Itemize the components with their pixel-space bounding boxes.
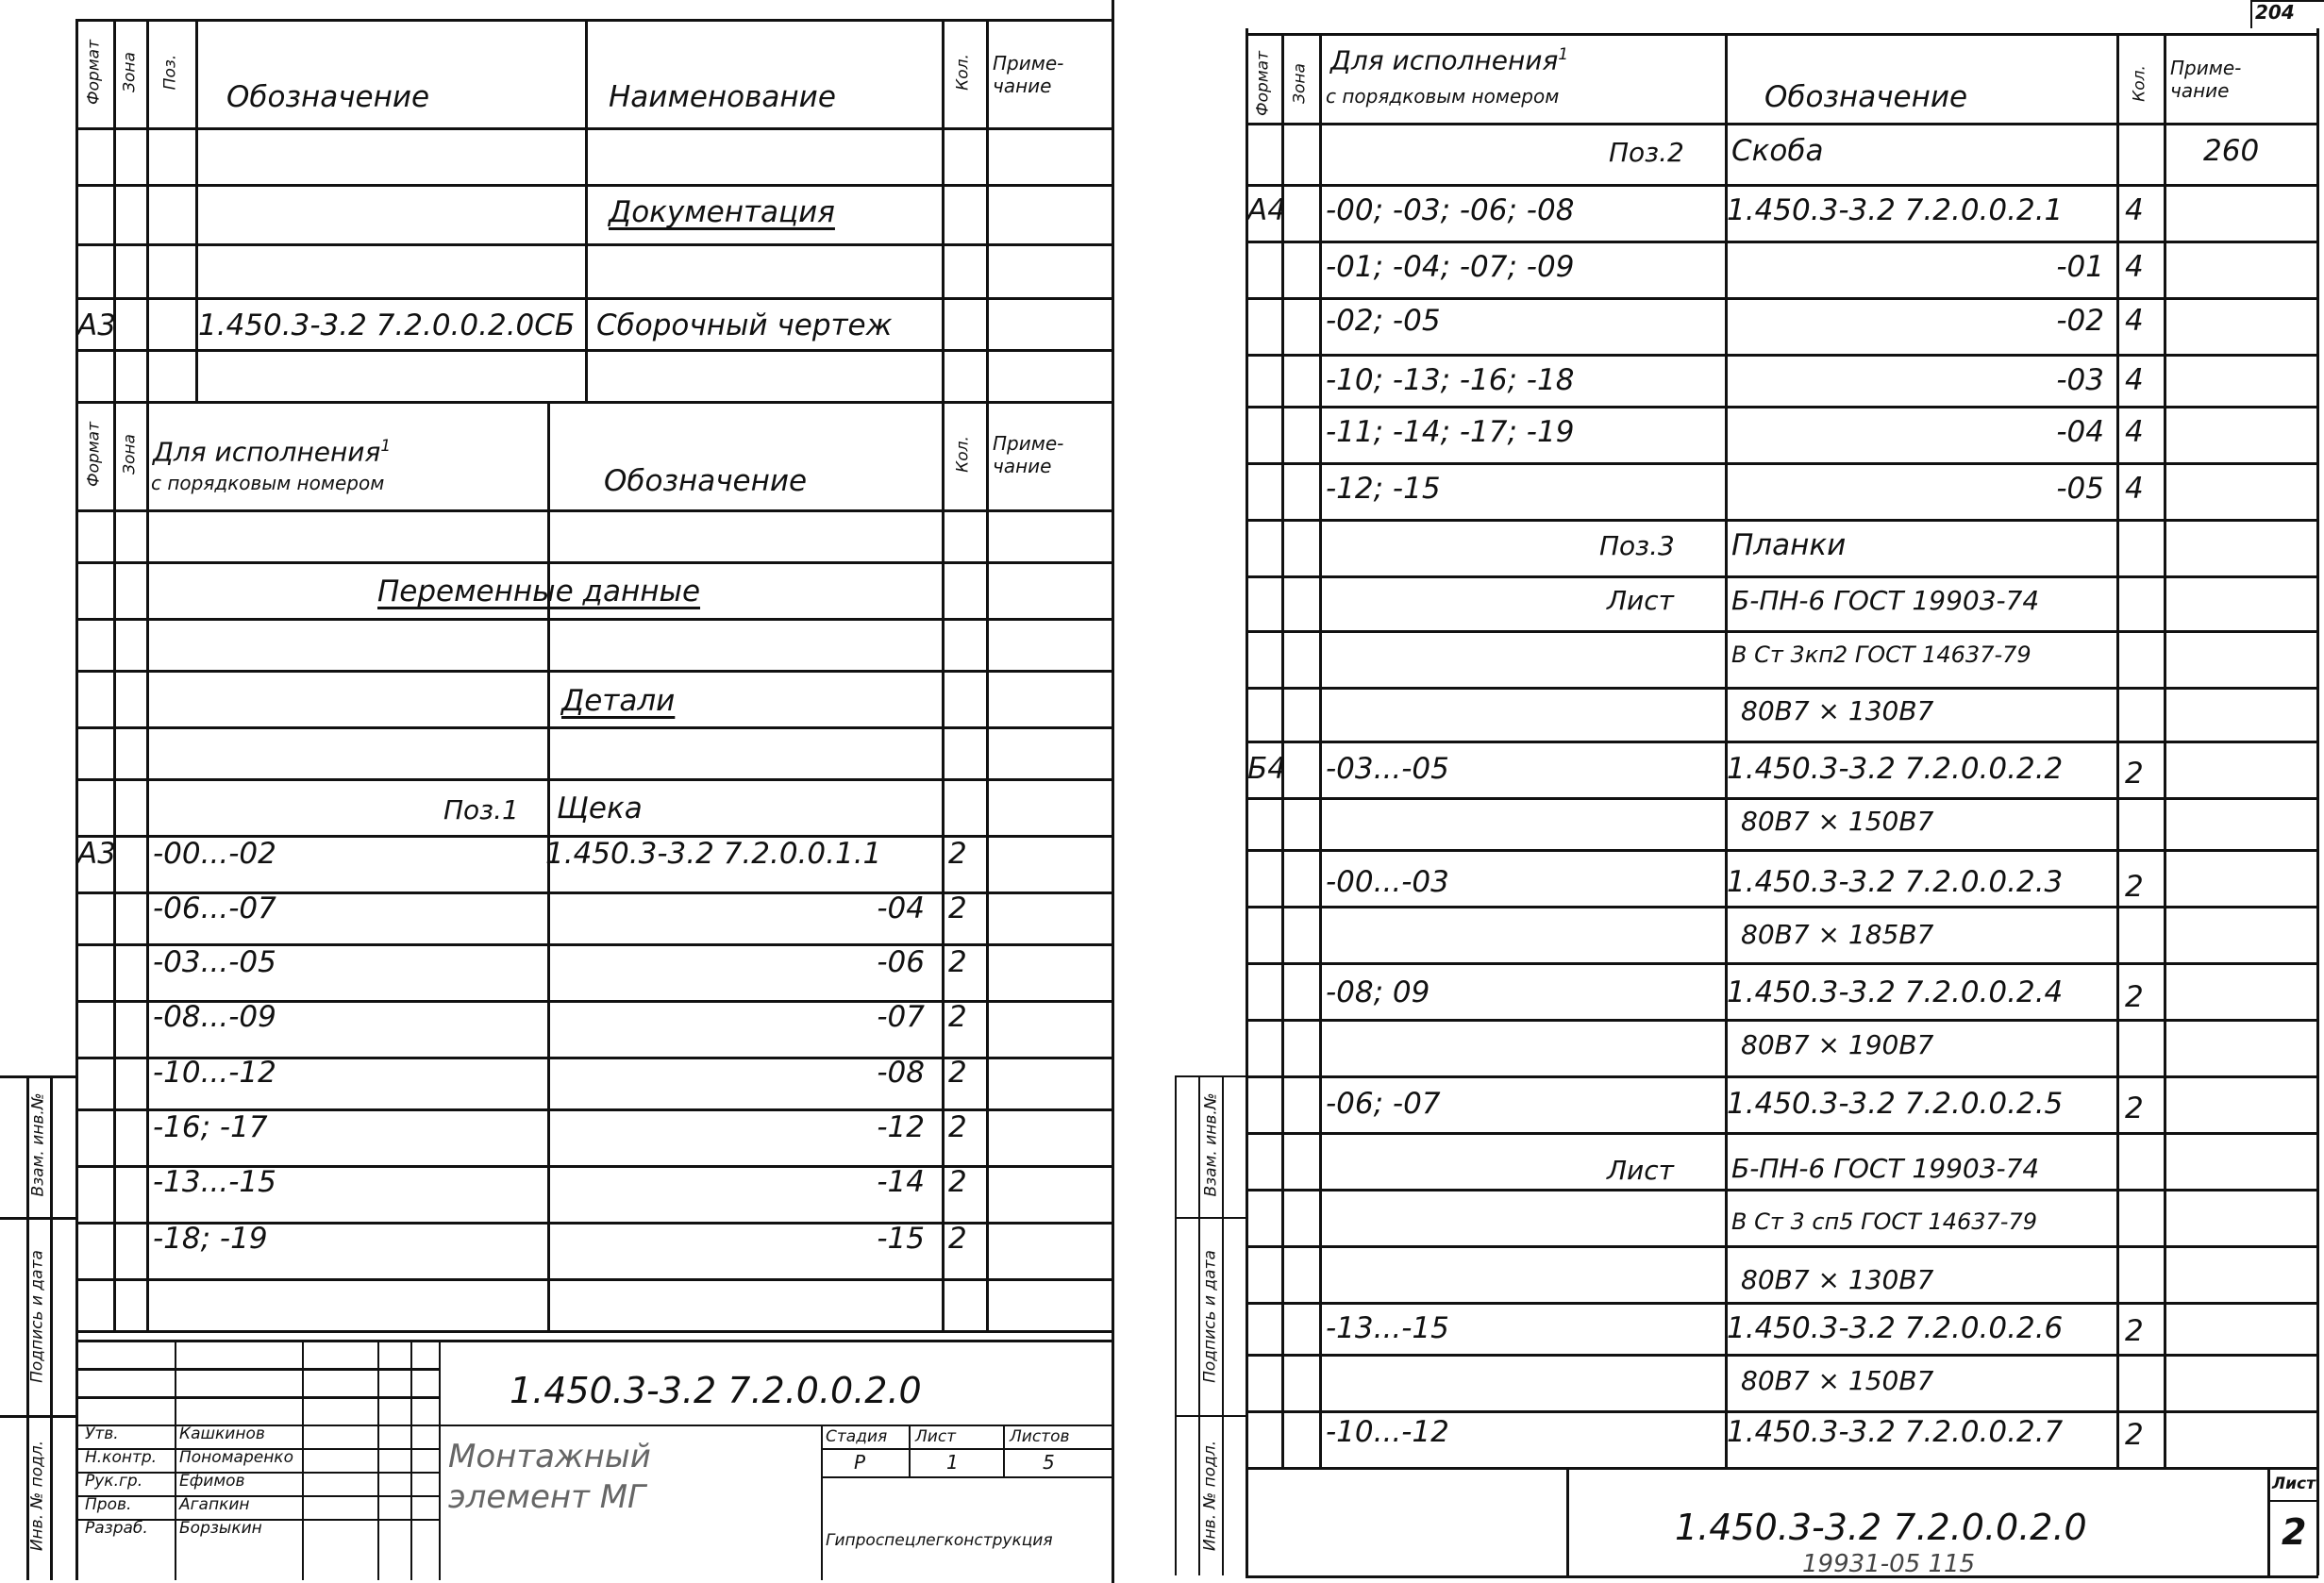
left-title-code: 1.450.3-3.2 7.2.0.0.2.0 bbox=[510, 1370, 922, 1411]
title-name: Пономаренко bbox=[179, 1448, 293, 1467]
pos3-name: Планки bbox=[1731, 528, 1847, 562]
doc-row-designation: 1.450.3-3.2 7.2.0.0.2.0СБ bbox=[198, 308, 576, 342]
pos2-row-qty: 4 bbox=[2125, 415, 2144, 449]
sheets-label: Листов bbox=[1010, 1427, 1070, 1446]
title-role: Н.контр. bbox=[85, 1448, 158, 1467]
pos3-row-exec: -03...-05 bbox=[1326, 752, 1449, 786]
left-row-exec: -00...-02 bbox=[153, 837, 276, 871]
size-80x130-2: 80В7 × 130В7 bbox=[1741, 1264, 1934, 1295]
header-designation: Обозначение bbox=[226, 80, 430, 114]
pos2-row-qty: 4 bbox=[2125, 304, 2144, 338]
left-row-qty: 2 bbox=[948, 945, 967, 979]
pos3-row-qty: 2 bbox=[2125, 870, 2144, 904]
var-header-designation: Обозначение bbox=[604, 464, 808, 498]
details-heading: Детали bbox=[561, 684, 676, 718]
pos3-row-qty: 2 bbox=[2125, 757, 2144, 791]
pos2-row-designation: -01 bbox=[2056, 250, 2104, 284]
title-role: Пров. bbox=[85, 1495, 132, 1514]
left-row-exec: -08...-09 bbox=[153, 1000, 276, 1034]
sheets-value: 5 bbox=[1043, 1451, 1055, 1474]
r-header-note: Приме- чание bbox=[2170, 57, 2242, 102]
title-name: Агапкин bbox=[179, 1495, 250, 1514]
pos2-row-designation: -05 bbox=[2056, 472, 2104, 506]
pos2-row-exec: -12; -15 bbox=[1326, 472, 1441, 506]
left-row-format: А3 bbox=[77, 837, 116, 871]
size-80x130-1: 80В7 × 130В7 bbox=[1741, 695, 1934, 726]
var-header-exec2: с порядковым номером bbox=[151, 472, 385, 494]
corner-label: 204 bbox=[2255, 1, 2295, 24]
left-row-designation: -14 bbox=[877, 1165, 925, 1199]
left-row-exec: -13...-15 bbox=[153, 1165, 276, 1199]
pos1-name: Щека bbox=[557, 792, 643, 825]
pos2-row-qty: 4 bbox=[2125, 363, 2144, 397]
bottom-stamp: 19931-05 115 bbox=[1802, 1550, 1976, 1578]
left-row-designation: -08 bbox=[877, 1056, 925, 1090]
r-header-designation: Обозначение bbox=[1764, 80, 1968, 114]
left-row-qty: 2 bbox=[948, 1165, 967, 1199]
var-header-note: Приме- чание bbox=[993, 432, 1064, 477]
pos2-note: 260 bbox=[2203, 134, 2260, 168]
left-row-exec: -06...-07 bbox=[153, 891, 276, 925]
pos2-label: Поз.2 bbox=[1609, 137, 1684, 168]
right-sheet-label: Лист bbox=[2272, 1475, 2316, 1493]
left-row-designation: -06 bbox=[877, 945, 925, 979]
pos3b-row-exec: -13...-15 bbox=[1326, 1311, 1449, 1345]
pos3-row-exec: -06; -07 bbox=[1326, 1087, 1441, 1121]
title-role: Рук.гр. bbox=[85, 1472, 143, 1491]
doc-row-name: Сборочный чертеж bbox=[596, 308, 893, 342]
left-row-qty: 2 bbox=[948, 837, 967, 871]
pos3-row-format: Б4 bbox=[1247, 752, 1286, 786]
sheet-word-2: Лист bbox=[1607, 1155, 1674, 1186]
pos2-row-format: А4 bbox=[1247, 193, 1286, 227]
pos2-row-qty: 4 bbox=[2125, 250, 2144, 284]
pos3-row-exec: -08; 09 bbox=[1326, 975, 1430, 1009]
r-side-label-sign: Подпись и дата bbox=[1200, 1250, 1220, 1383]
left-row-exec: -18; -19 bbox=[153, 1222, 268, 1256]
pos2-row-exec: -01; -04; -07; -09 bbox=[1326, 250, 1575, 284]
pos3b-row-size: 80В7 × 150В7 bbox=[1741, 1365, 1934, 1396]
r-header-zone: Зона bbox=[1290, 63, 1310, 104]
header-format: Формат bbox=[84, 40, 104, 105]
left-row-qty: 2 bbox=[948, 891, 967, 925]
right-title-code: 1.450.3-3.2 7.2.0.0.2.0 bbox=[1675, 1507, 2087, 1548]
pos3-row-designation: 1.450.3-3.2 7.2.0.0.2.5 bbox=[1727, 1087, 2064, 1121]
header-qty: Кол. bbox=[953, 54, 973, 91]
pos3-label: Поз.3 bbox=[1599, 530, 1675, 561]
header-pos: Поз. bbox=[160, 54, 180, 91]
material-1b: Б-ПН-6 ГОСТ 19903-74 bbox=[1731, 1153, 2040, 1184]
stage-value: Р bbox=[854, 1451, 866, 1474]
stage-label: Стадия bbox=[826, 1427, 888, 1446]
pos3-row-size: 80В7 × 150В7 bbox=[1741, 806, 1934, 837]
sheet-value: 1 bbox=[946, 1451, 959, 1474]
pos2-row-exec: -00; -03; -06; -08 bbox=[1326, 193, 1575, 227]
pos3-row-designation: 1.450.3-3.2 7.2.0.0.2.3 bbox=[1727, 865, 2064, 899]
organization: Гипроспецлегконструкция bbox=[826, 1531, 1053, 1550]
material-3: В Ст 3 сп5 ГОСТ 14637-79 bbox=[1731, 1208, 2037, 1235]
pos3b-row-qty: 2 bbox=[2125, 1418, 2144, 1452]
material-2: В Ст 3кп2 ГОСТ 14637-79 bbox=[1731, 642, 2031, 668]
pos3-row-qty: 2 bbox=[2125, 1091, 2144, 1125]
r-header-qty: Кол. bbox=[2130, 65, 2149, 102]
right-sheet-num: 2 bbox=[2282, 1511, 2307, 1553]
r-header-exec2: с порядковым номером bbox=[1326, 85, 1560, 108]
r-header-exec: Для исполнения$^1$ bbox=[1330, 44, 1569, 76]
left-row-exec: -03...-05 bbox=[153, 945, 276, 979]
title-name: Кашкинов bbox=[179, 1425, 265, 1443]
left-row-qty: 2 bbox=[948, 1222, 967, 1256]
material-1: Б-ПН-6 ГОСТ 19903-74 bbox=[1731, 585, 2040, 616]
pos2-row-exec: -11; -14; -17; -19 bbox=[1326, 415, 1575, 449]
pos3b-row-exec: -10...-12 bbox=[1326, 1415, 1449, 1449]
pos3-row-designation: 1.450.3-3.2 7.2.0.0.2.4 bbox=[1727, 975, 2064, 1009]
title-role: Утв. bbox=[85, 1425, 119, 1443]
pos2-row-designation: -02 bbox=[2056, 304, 2104, 338]
header-name: Наименование bbox=[609, 80, 836, 114]
pos2-row-designation: 1.450.3-3.2 7.2.0.0.2.1 bbox=[1727, 193, 2064, 227]
var-header-format: Формат bbox=[84, 422, 104, 487]
left-row-designation: -15 bbox=[877, 1222, 925, 1256]
title-role: Разраб. bbox=[85, 1519, 148, 1538]
pos3-row-size: 80В7 × 185В7 bbox=[1741, 919, 1934, 950]
sheet-label: Лист bbox=[915, 1427, 957, 1446]
left-row-exec: -16; -17 bbox=[153, 1110, 268, 1144]
side-label-sign: Подпись и дата bbox=[27, 1250, 47, 1383]
pos3b-row-designation: 1.450.3-3.2 7.2.0.0.2.7 bbox=[1727, 1415, 2064, 1449]
var-header-exec: Для исполнения$^1$ bbox=[153, 436, 392, 468]
left-row-qty: 2 bbox=[948, 1056, 967, 1090]
left-row-designation: -12 bbox=[877, 1110, 925, 1144]
var-header-qty: Кол. bbox=[953, 436, 973, 473]
pos2-row-qty: 4 bbox=[2125, 193, 2144, 227]
left-row-designation: 1.450.3-3.2 7.2.0.0.1.1 bbox=[545, 837, 882, 871]
header-zone: Зона bbox=[120, 52, 140, 92]
pos2-name: Скоба bbox=[1731, 134, 1824, 168]
doc-row-format: А3 bbox=[77, 308, 116, 342]
side-label-vzam: Взам. инв.№ bbox=[28, 1092, 48, 1197]
r-header-format: Формат bbox=[1253, 51, 1273, 116]
pos3-row-size: 80В7 × 190В7 bbox=[1741, 1029, 1934, 1060]
r-side-label-inv: Инв. № подл. bbox=[1200, 1440, 1220, 1552]
r-side-label-vzam: Взам. инв.№ bbox=[1201, 1092, 1221, 1197]
sheet-word-1: Лист bbox=[1607, 585, 1674, 616]
header-note: Приме- чание bbox=[993, 52, 1064, 97]
title-name: Борзыкин bbox=[179, 1519, 262, 1538]
pos3b-row-qty: 2 bbox=[2125, 1314, 2144, 1348]
documentation-section: Документация bbox=[609, 195, 835, 229]
pos1-label: Поз.1 bbox=[443, 794, 519, 825]
pos3-row-exec: -00...-03 bbox=[1326, 865, 1449, 899]
title-name: Ефимов bbox=[179, 1472, 245, 1491]
pos2-row-exec: -02; -05 bbox=[1326, 304, 1441, 338]
left-row-qty: 2 bbox=[948, 1000, 967, 1034]
pos2-row-qty: 4 bbox=[2125, 472, 2144, 506]
left-title-name: Монтажный элемент МГ bbox=[448, 1438, 651, 1516]
var-header-zone: Зона bbox=[120, 434, 140, 475]
pos3-row-designation: 1.450.3-3.2 7.2.0.0.2.2 bbox=[1727, 752, 2064, 786]
pos3-row-qty: 2 bbox=[2125, 980, 2144, 1014]
left-row-designation: -07 bbox=[877, 1000, 925, 1034]
left-row-qty: 2 bbox=[948, 1110, 967, 1144]
pos2-row-designation: -03 bbox=[2056, 363, 2104, 397]
variable-data-heading: Переменные данные bbox=[377, 575, 701, 608]
side-label-inv: Инв. № подл. bbox=[27, 1440, 47, 1552]
pos2-row-designation: -04 bbox=[2056, 415, 2104, 449]
pos3b-row-designation: 1.450.3-3.2 7.2.0.0.2.6 bbox=[1727, 1311, 2064, 1345]
left-row-exec: -10...-12 bbox=[153, 1056, 276, 1090]
left-row-designation: -04 bbox=[877, 891, 925, 925]
pos2-row-exec: -10; -13; -16; -18 bbox=[1326, 363, 1575, 397]
